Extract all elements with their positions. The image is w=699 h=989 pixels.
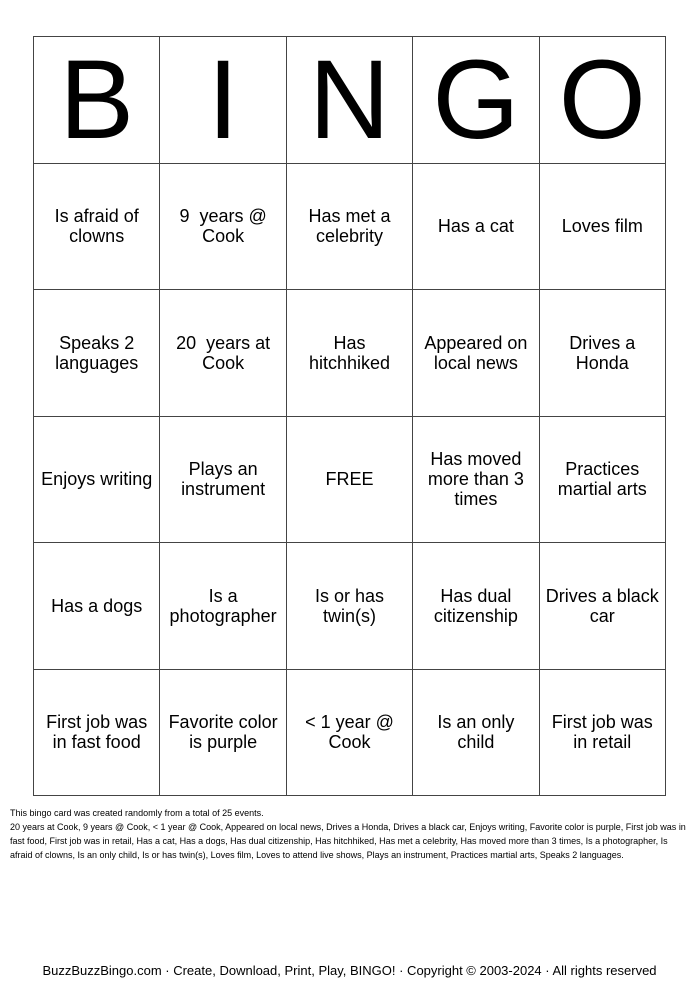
bingo-cell: Is an only child — [413, 670, 539, 797]
bingo-cell: Appeared on local news — [413, 290, 539, 417]
bingo-cell: 9 years @ Cook — [160, 164, 286, 291]
bingo-cell: Has met a celebrity — [287, 164, 413, 291]
bingo-cell: Is afraid of clowns — [34, 164, 160, 291]
bingo-cell: Enjoys writing — [34, 417, 160, 544]
info-summary: This bingo card was created randomly from a total of 25 events. — [10, 808, 264, 818]
bingo-cell: 20 years at Cook — [160, 290, 286, 417]
bingo-cell: Plays an instrument — [160, 417, 286, 544]
bingo-cell: Drives a black car — [540, 543, 666, 670]
header-letter: B — [34, 37, 160, 164]
bingo-cell: Has moved more than 3 times — [413, 417, 539, 544]
bingo-cell: Speaks 2 languages — [34, 290, 160, 417]
bingo-cell: Is or has twin(s) — [287, 543, 413, 670]
card-info — [10, 806, 690, 862]
bingo-cell: First job was in fast food — [34, 670, 160, 797]
free-cell: FREE — [287, 417, 413, 544]
bingo-cell: Has a dogs — [34, 543, 160, 670]
bingo-cell: Is a photographer — [160, 543, 286, 670]
bingo-cell: < 1 year @ Cook — [287, 670, 413, 797]
bingo-cell: Has a cat — [413, 164, 539, 291]
events-list: 20 years at Cook, 9 years @ Cook, < 1 year @ Cook, Appeared on local news, Drives a Honda, Drives a black car, Enjoys writing, Favorite color is purple, First job was in fast food, First job was in retail, Has a cat, Has a dogs, Has dual citizenship, Has hitchhiked, Has met a celebrity, Has moved more than 3 times, Is a photographer, Is afraid of clowns, Is an only child, Is or has twin(s), Loves film, Loves to attend live shows, Plays an instrument, Practices martial arts, Speaks 2 languages. — [10, 822, 686, 860]
bingo-cell: Has dual citizenship — [413, 543, 539, 670]
bingo-cell: Favorite color is purple — [160, 670, 286, 797]
bingo-cell: Loves film — [540, 164, 666, 291]
footer-copyright: BuzzBuzzBingo.com · Create, Download, Print, Play, BINGO! · Copyright © 2003-2024 · All rights reserved — [42, 963, 657, 978]
bingo-card — [33, 36, 666, 796]
header-letter: G — [413, 37, 539, 164]
bingo-cell: First job was in retail — [540, 670, 666, 797]
bingo-cell: Practices martial arts — [540, 417, 666, 544]
bingo-cell: Has hitchhiked — [287, 290, 413, 417]
header-letter: N — [287, 37, 413, 164]
bingo-cell: Drives a Honda — [540, 290, 666, 417]
header-letter: O — [540, 37, 666, 164]
header-letter: I — [160, 37, 286, 164]
